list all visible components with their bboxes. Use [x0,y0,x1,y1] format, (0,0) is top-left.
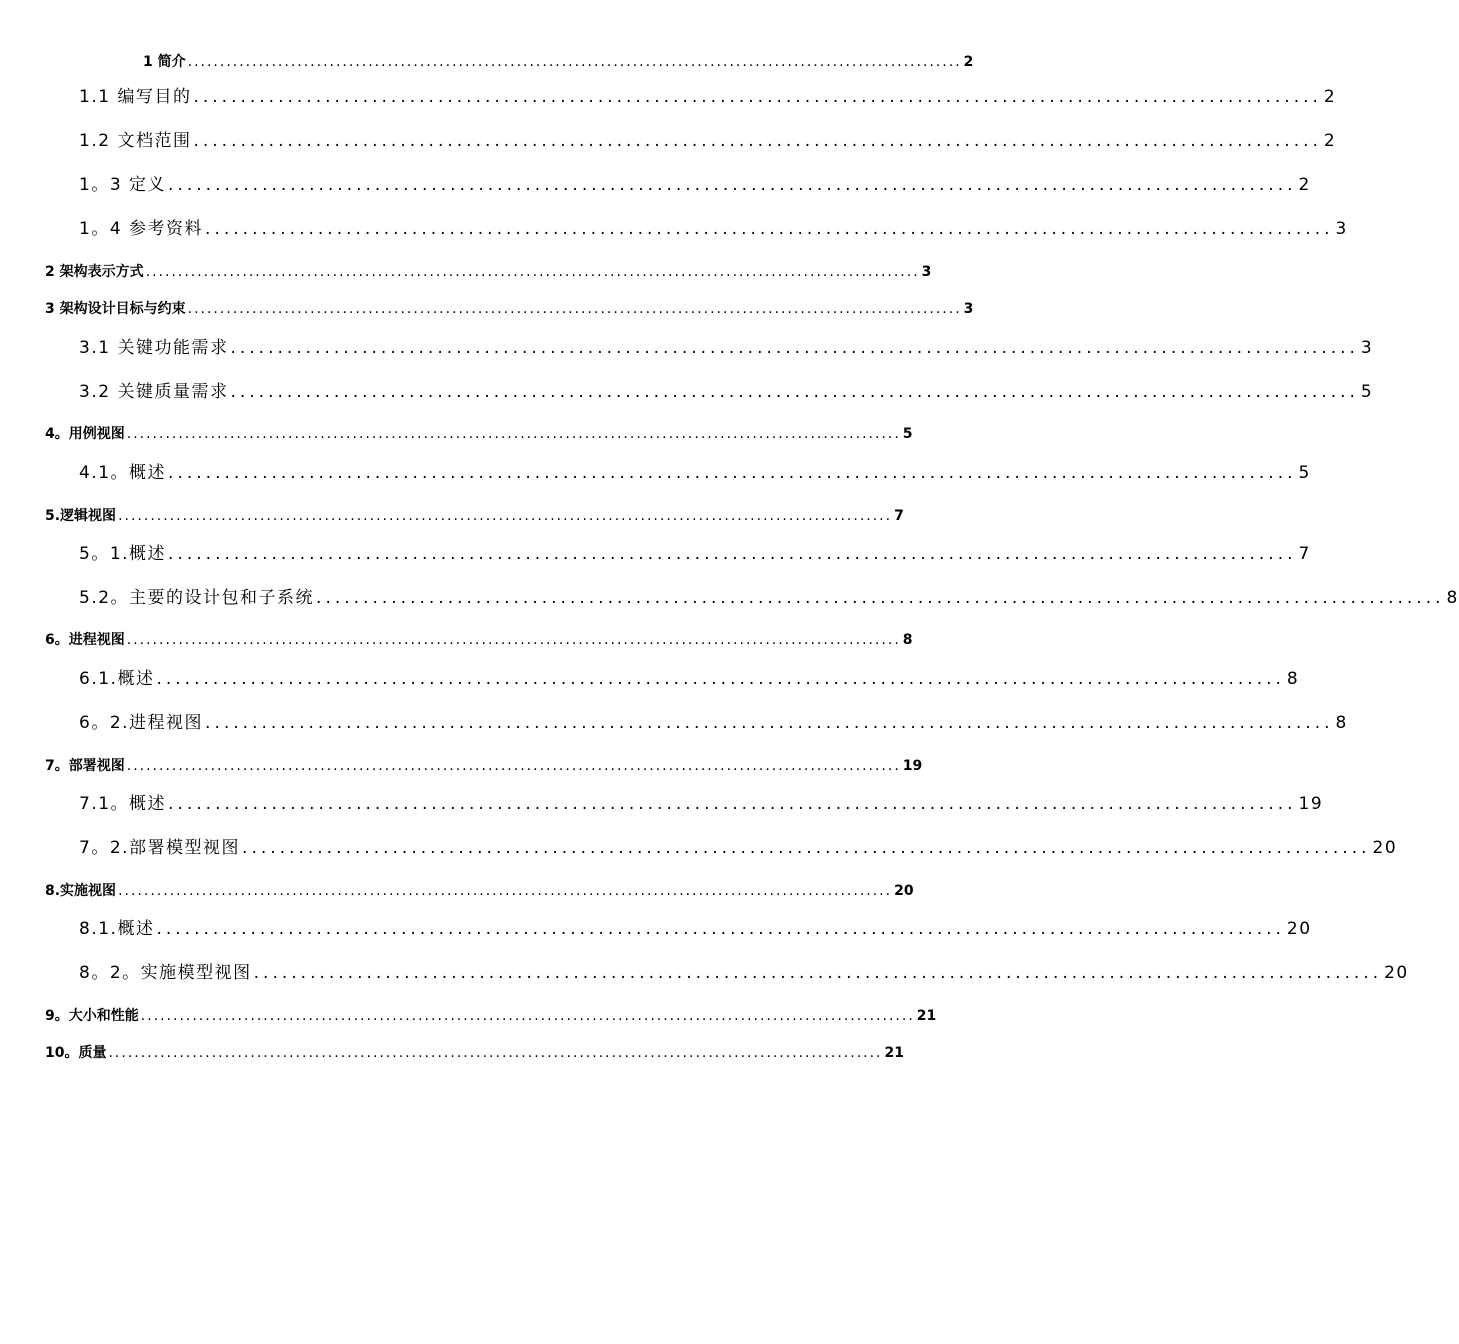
toc-leader: ........................................................................................................................ [187,301,962,317]
toc-entry-label: 1.1 编写目的 [79,87,192,107]
toc-entry-page: 5 [1298,463,1311,483]
toc-entry[interactable] [45,425,913,443]
toc-entry-page: 19 [1298,794,1324,814]
toc-entry[interactable] [79,218,1348,240]
toc-leader: ........................................................................................................................ [253,963,1383,983]
toc-entry-page: 21 [884,1045,904,1061]
toc-entry-page: 3 [1335,219,1348,239]
toc-entry-page: 8 [1446,588,1459,608]
toc-entry-label: 6。进程视图 [45,632,125,648]
toc-entry-page: 5 [1360,382,1374,402]
toc-leader: ........................................................................................................................ [316,588,1445,608]
toc-leader: ........................................................................................................................ [118,883,893,899]
toc-entry-label: 3.2 关键质量需求 [79,382,229,402]
toc-leader: ........................................................................................................................ [168,463,1297,483]
toc-leader: ........................................................................................................................ [126,758,901,774]
toc-entry[interactable] [79,381,1374,403]
toc-entry-label: 1 简介 [143,54,186,70]
toc-entry-label: 8.实施视图 [45,883,117,899]
toc-leader: ........................................................................................................................ [193,131,1322,151]
toc-entry-page: 5 [902,426,913,442]
toc-entry-page: 2 [1323,131,1337,151]
toc-entry[interactable] [45,300,974,318]
toc-entry-page: 8 [1286,669,1300,689]
toc-leader: ........................................................................................................................ [156,919,1285,939]
toc-entry-page: 21 [916,1008,937,1024]
toc-leader: ........................................................................................................................ [145,264,920,280]
toc-entry[interactable] [79,793,1324,815]
toc-entry[interactable] [79,337,1374,359]
toc-leader: ........................................................................................................................ [108,1045,883,1061]
toc-leader: ........................................................................................................................ [126,632,901,648]
toc-entry[interactable] [45,263,932,281]
toc-entry[interactable] [79,174,1311,196]
toc-entry-label: 1.2 文档范围 [79,131,192,151]
toc-entry[interactable] [79,962,1409,984]
toc-entry[interactable] [79,543,1311,565]
toc-entry[interactable] [45,507,904,525]
toc-entry-label: 7.1。概述 [79,794,167,814]
toc-entry-label: 10。质量 [45,1045,107,1061]
toc-leader: ........................................................................................................................ [205,219,1334,239]
toc-entry-label: 5.逻辑视图 [45,508,117,524]
toc-leader: ........................................................................................................................ [126,426,901,442]
toc-entry-page: 3 [921,264,932,280]
toc-entry-label: 7。部署视图 [45,758,125,774]
toc-leader: ........................................................................................................................ [230,338,1359,358]
toc-leader: ........................................................................................................................ [118,508,893,524]
toc-entry-page: 2 [1298,175,1311,195]
toc-entry-page: 20 [1384,963,1409,983]
toc-entry-label: 8。2。实施模型视图 [79,963,252,983]
toc-entry[interactable] [79,462,1311,484]
toc-entry[interactable] [143,53,974,71]
toc-entry[interactable] [45,1044,904,1062]
toc-entry-page: 20 [1286,919,1312,939]
toc-entry-page: 19 [902,758,923,774]
toc-entry-page: 3 [1360,338,1374,358]
toc-leader: ........................................................................................................................ [205,713,1334,733]
toc-entry-label: 8.1.概述 [79,919,155,939]
toc-entry[interactable] [79,712,1348,734]
toc-entry-label: 9。大小和性能 [45,1008,139,1024]
toc-entry-label: 4.1。概述 [79,463,167,483]
toc-entry[interactable] [45,631,913,649]
toc-entry[interactable] [79,587,1459,609]
toc-entry-label: 7。2.部署模型视图 [79,838,241,858]
toc-leader: ........................................................................................................................ [187,54,962,70]
toc-leader: ........................................................................................................................ [193,87,1322,107]
toc-entry-label: 6.1.概述 [79,669,155,689]
toc-entry-label: 1。3 定义 [79,175,167,195]
toc-leader: ........................................................................................................................ [242,838,1371,858]
toc-entry[interactable] [79,130,1337,152]
toc-leader: ........................................................................................................................ [168,175,1297,195]
toc-entry-page: 20 [894,883,914,899]
toc-entry-label: 2 架构表示方式 [45,264,144,280]
toc-entry[interactable] [79,668,1300,690]
toc-entry-page: 7 [894,508,904,524]
toc-entry-page: 8 [1335,713,1348,733]
toc-entry-page: 7 [1298,544,1311,564]
toc-entry-label: 5。1.概述 [79,544,167,564]
toc-leader: ........................................................................................................................ [156,669,1285,689]
toc-entry[interactable] [79,86,1337,108]
toc-entry[interactable] [79,837,1398,859]
toc-entry-page: 2 [1323,87,1337,107]
toc-entry-label: 4。用例视图 [45,426,125,442]
toc-leader: ........................................................................................................................ [168,544,1297,564]
toc-entry-page: 8 [902,632,913,648]
toc-entry[interactable] [45,882,914,900]
toc-leader: ........................................................................................................................ [168,794,1297,814]
toc-entry[interactable] [45,757,923,775]
toc-leader: ........................................................................................................................ [140,1008,915,1024]
toc-entry-label: 5.2。主要的设计包和子系统 [79,588,315,608]
toc-entry-page: 3 [963,301,974,317]
toc-entry-label: 3.1 关键功能需求 [79,338,229,358]
toc-entry-label: 3 架构设计目标与约束 [45,301,186,317]
toc-entry-label: 1。4 参考资料 [79,219,204,239]
toc-entry[interactable] [79,918,1312,940]
toc-entry-label: 6。2.进程视图 [79,713,204,733]
toc-entry[interactable] [45,1007,937,1025]
toc-entry-page: 2 [963,54,974,70]
toc-leader: ........................................................................................................................ [230,382,1359,402]
toc-entry-page: 20 [1372,838,1398,858]
